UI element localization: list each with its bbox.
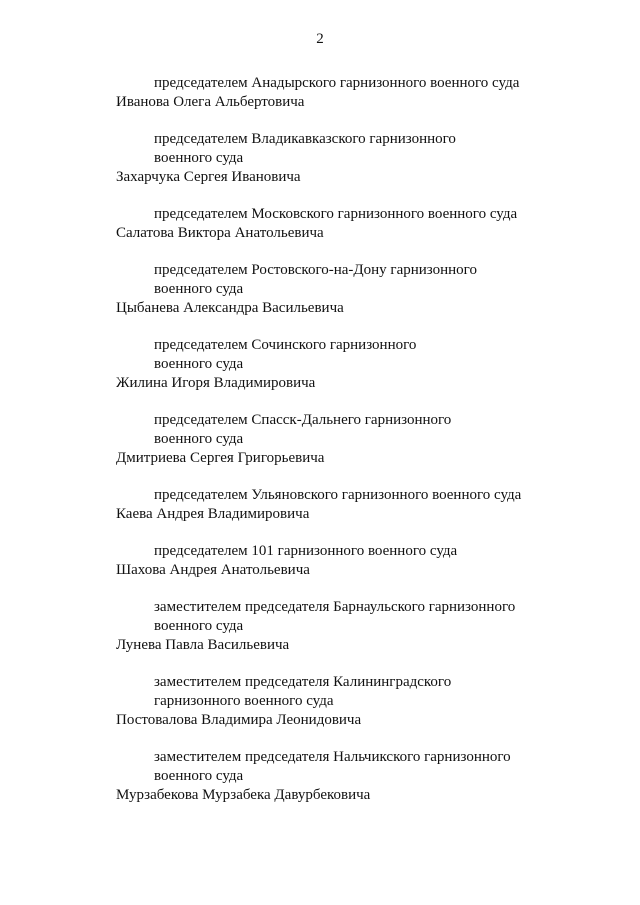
position-title: председателем Сочинского гарнизонного — [154, 337, 417, 353]
position-title: председателем Спасск-Дальнего гарнизонного — [154, 412, 452, 428]
person-name: Лунева Павла Васильевича — [116, 637, 290, 653]
person-name: Цыбанева Александра Васильевича — [116, 300, 344, 316]
person-name: Мурзабекова Мурзабека Давурбековича — [116, 787, 371, 803]
person-name: Каева Андрея Владимировича — [116, 506, 310, 522]
person-name: Жилина Игоря Владимировича — [116, 375, 316, 391]
person-name: Дмитриева Сергея Григорьевича — [116, 450, 325, 466]
person-name: Салатова Виктора Анатольевича — [116, 225, 324, 241]
position-title: председателем Владикавказского гарнизонного — [154, 131, 456, 147]
position-title: председателем 101 гарнизонного военного суда — [154, 543, 458, 559]
page-number: 2 — [316, 31, 324, 47]
position-title-continued: военного суда — [154, 356, 244, 372]
position-title-continued: военного суда — [154, 768, 244, 784]
appointment-entry — [116, 261, 616, 318]
appointment-entry — [116, 598, 616, 655]
appointment-entry — [116, 130, 616, 187]
person-name: Захарчука Сергея Ивановича — [116, 169, 301, 185]
position-title-continued: военного суда — [154, 281, 244, 297]
person-name: Шахова Андрея Анатольевича — [116, 562, 310, 578]
position-title: заместителем председателя Нальчикского гарнизонного — [154, 749, 511, 765]
person-name: Постовалова Владимира Леонидовича — [116, 712, 362, 728]
appointment-entry — [116, 673, 616, 730]
position-title: председателем Ульяновского гарнизонного военного суда — [154, 487, 522, 503]
appointment-entry — [116, 336, 616, 393]
appointment-entry — [116, 748, 616, 805]
appointment-entry — [116, 411, 616, 468]
appointment-list — [116, 74, 616, 823]
position-title-continued: военного суда — [154, 618, 244, 634]
position-title: председателем Ростовского-на-Дону гарнизонного — [154, 262, 477, 278]
appointment-entry — [116, 74, 616, 112]
person-name: Иванова Олега Альбертовича — [116, 94, 305, 110]
appointment-entry — [116, 205, 616, 243]
position-title: заместителем председателя Барнаульского гарнизонного — [154, 599, 516, 615]
position-title-continued: военного суда — [154, 150, 244, 166]
position-title: заместителем председателя Калининградского — [154, 674, 452, 690]
appointment-entry — [116, 486, 616, 524]
position-title-continued: гарнизонного военного суда — [154, 693, 334, 709]
position-title: председателем Анадырского гарнизонного военного суда — [154, 75, 520, 91]
appointment-entry — [116, 542, 616, 580]
position-title-continued: военного суда — [154, 431, 244, 447]
position-title: председателем Московского гарнизонного военного суда — [154, 206, 518, 222]
